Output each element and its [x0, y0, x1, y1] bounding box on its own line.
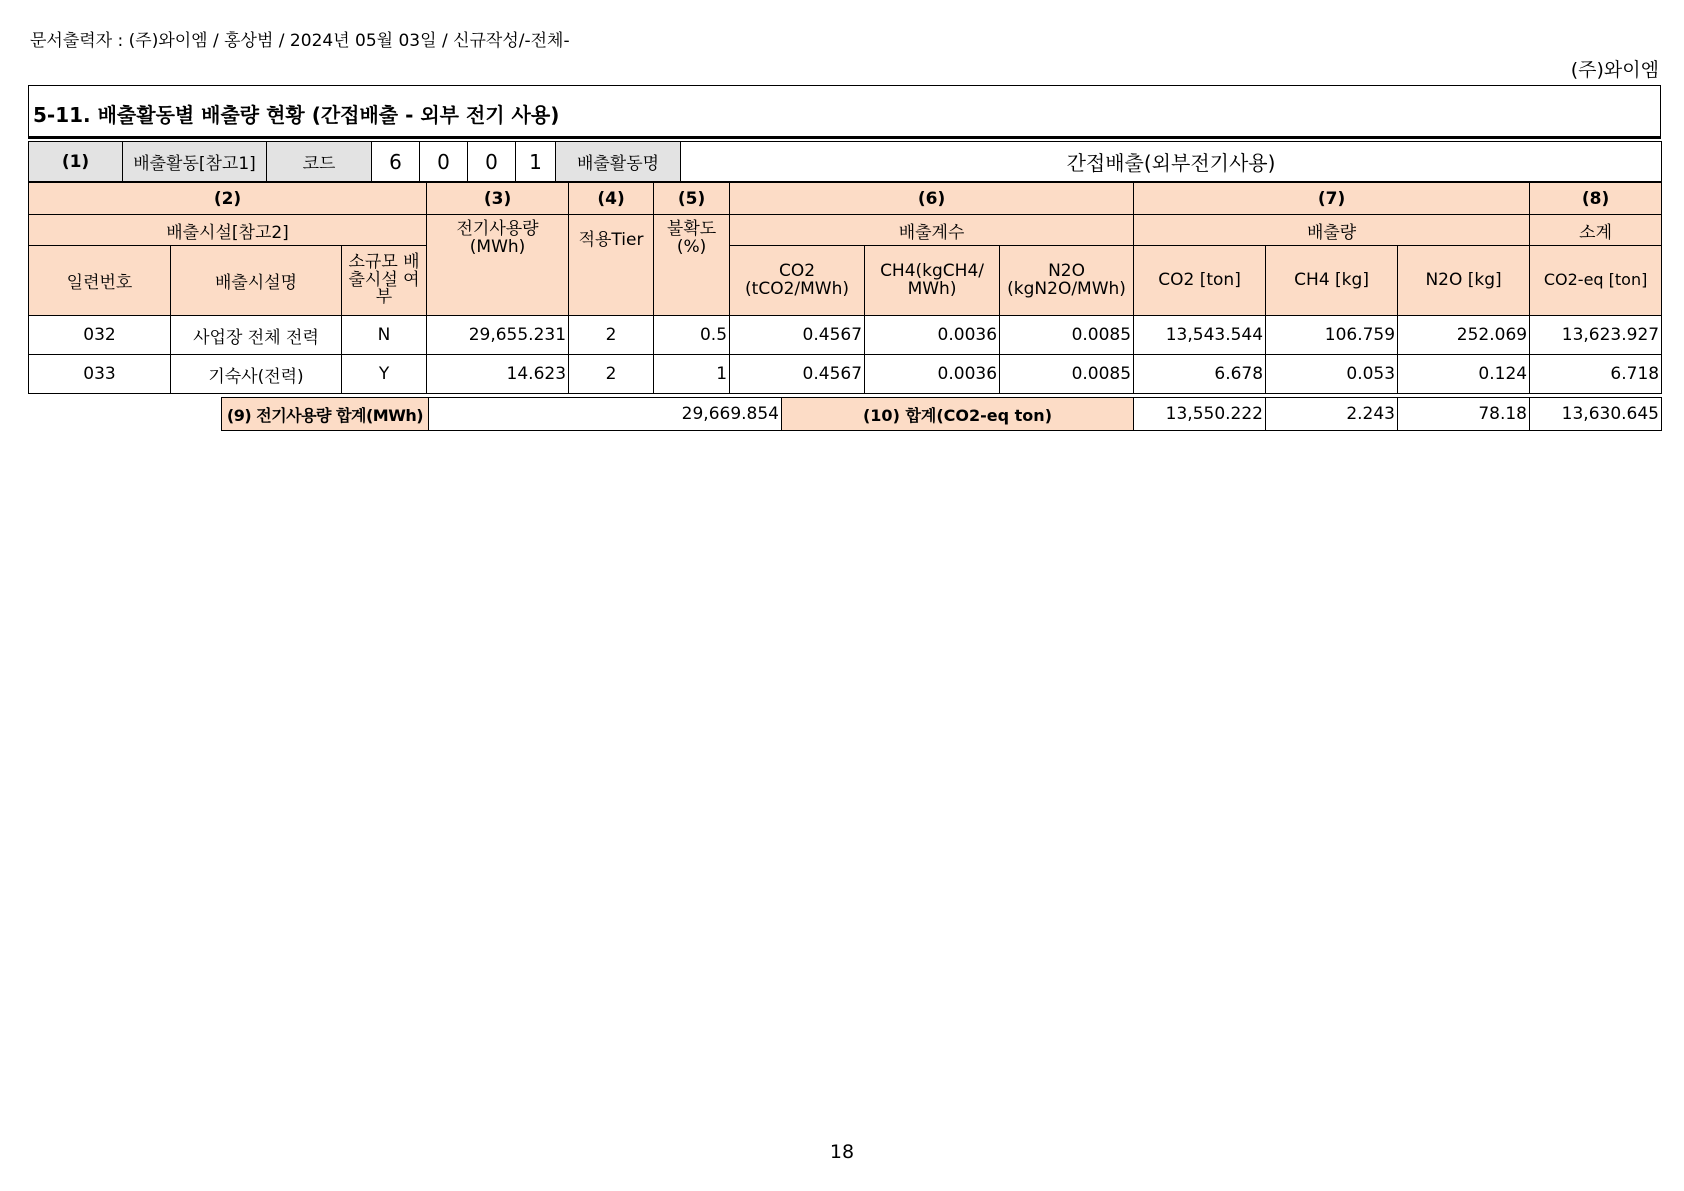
- facility-cell: 사업장 전체 전력: [171, 316, 342, 355]
- col-number: (7): [1134, 183, 1530, 215]
- totals-table: [221, 397, 1662, 431]
- col-number: (8): [1530, 183, 1662, 215]
- co2eq-cell: 13,623.927: [1530, 316, 1662, 355]
- company-name: (주)와이엠: [1570, 59, 1659, 81]
- ef-co2-header: CO2 (tCO2/MWh): [730, 246, 865, 316]
- small-scale-cell: N: [342, 316, 427, 355]
- uncertainty-header: 불확도 (%): [654, 215, 730, 316]
- code-digit: 1: [516, 142, 556, 182]
- facility-cell: 기숙사(전력): [171, 355, 342, 394]
- section-title-box: [28, 85, 1661, 139]
- serial-cell: 033: [29, 355, 171, 394]
- ghg-total-label: (10) 합계(CO2-eq ton): [782, 398, 1134, 431]
- serial-header: 일련번호: [29, 246, 171, 316]
- total-ch4: 2.243: [1266, 398, 1398, 431]
- facility-name-header: 배출시설명: [171, 246, 342, 316]
- total-co2eq: 13,630.645: [1530, 398, 1662, 431]
- small-scale-cell: Y: [342, 355, 427, 394]
- section-title: 5-11. 배출활동별 배출량 현황 (간접배출 - 외부 전기 사용): [33, 103, 560, 127]
- column-number-row: [29, 183, 1662, 215]
- code-digit: 0: [468, 142, 516, 182]
- em-ch4-cell: 0.053: [1266, 355, 1398, 394]
- ef-n2o-cell: 0.0085: [1000, 316, 1134, 355]
- col-number: (5): [654, 183, 730, 215]
- activity-label: 배출활동[참고1]: [123, 142, 267, 182]
- total-co2: 13,550.222: [1134, 398, 1266, 431]
- page-number: 18: [829, 1141, 855, 1163]
- small-scale-header: 소규모 배출시설 여부: [342, 246, 427, 316]
- em-co2-header: CO2 [ton]: [1134, 246, 1266, 316]
- document-print-info: 문서출력자 : (주)와이엠 / 홍상범 / 2024년 05월 03일 / 신규작성/-전체-: [30, 31, 570, 51]
- ef-n2o-cell: 0.0085: [1000, 355, 1134, 394]
- em-n2o-cell: 0.124: [1398, 355, 1530, 394]
- code-digit: 0: [420, 142, 468, 182]
- code-digit: 6: [372, 142, 420, 182]
- subtotal-header: 소계: [1530, 215, 1662, 246]
- code-label: 코드: [267, 142, 372, 182]
- col-number: (6): [730, 183, 1134, 215]
- electricity-cell: 14.623: [427, 355, 569, 394]
- ef-n2o-header: N2O (kgN2O/MWh): [1000, 246, 1134, 316]
- col-number: (3): [427, 183, 569, 215]
- em-n2o-cell: 252.069: [1398, 316, 1530, 355]
- table-row: [29, 355, 1662, 394]
- facility-header: 배출시설[참고2]: [29, 215, 427, 246]
- activity-name-value: 간접배출(외부전기사용): [681, 142, 1662, 182]
- em-ch4-header: CH4 [kg]: [1266, 246, 1398, 316]
- activity-name-label: 배출활동명: [556, 142, 681, 182]
- electricity-total-value: 29,669.854: [429, 398, 782, 431]
- emissions-table: [28, 182, 1662, 394]
- ef-ch4-header: CH4(kgCH4/ MWh): [865, 246, 1000, 316]
- electricity-cell: 29,655.231: [427, 316, 569, 355]
- em-co2-cell: 6.678: [1134, 355, 1266, 394]
- ef-ch4-cell: 0.0036: [865, 316, 1000, 355]
- tier-header: 적용Tier: [569, 215, 654, 316]
- uncertainty-cell: 1: [654, 355, 730, 394]
- col-number: (2): [29, 183, 427, 215]
- col-number: (4): [569, 183, 654, 215]
- serial-cell: 032: [29, 316, 171, 355]
- tier-cell: 2: [569, 355, 654, 394]
- uncertainty-cell: 0.5: [654, 316, 730, 355]
- table-row: [29, 316, 1662, 355]
- emission-amount-header: 배출량: [1134, 215, 1530, 246]
- tier-cell: 2: [569, 316, 654, 355]
- co2eq-header: CO2-eq [ton]: [1530, 246, 1662, 316]
- activity-no: (1): [29, 142, 123, 182]
- em-ch4-cell: 106.759: [1266, 316, 1398, 355]
- electricity-total-label: (9) 전기사용량 합계(MWh): [222, 398, 429, 431]
- total-n2o: 78.18: [1398, 398, 1530, 431]
- electricity-header: 전기사용량 (MWh): [427, 215, 569, 316]
- em-co2-cell: 13,543.544: [1134, 316, 1266, 355]
- activity-table: [28, 141, 1662, 182]
- co2eq-cell: 6.718: [1530, 355, 1662, 394]
- em-n2o-header: N2O [kg]: [1398, 246, 1530, 316]
- ef-ch4-cell: 0.0036: [865, 355, 1000, 394]
- emission-factor-header: 배출계수: [730, 215, 1134, 246]
- ef-co2-cell: 0.4567: [730, 355, 865, 394]
- ef-co2-cell: 0.4567: [730, 316, 865, 355]
